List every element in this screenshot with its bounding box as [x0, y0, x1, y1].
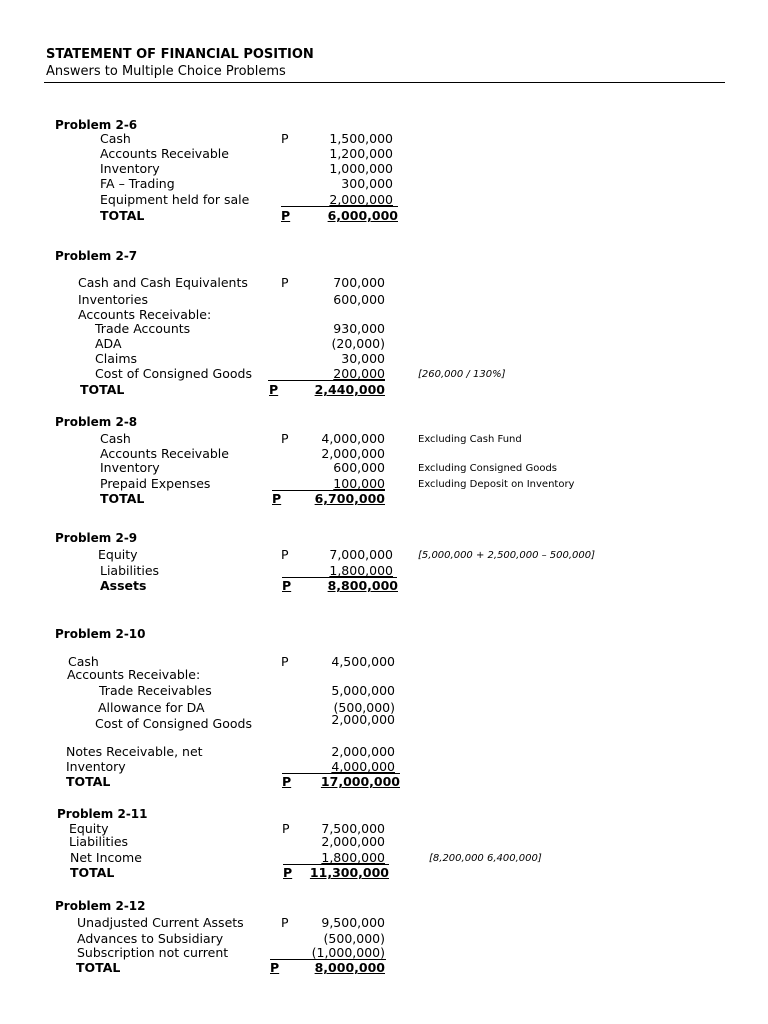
row-amount: 300,000 — [341, 176, 393, 191]
total-label: TOTAL — [70, 865, 115, 880]
row-amount: 4,500,000 — [331, 654, 395, 669]
row-amount: 5,000,000 — [331, 683, 395, 698]
peso-mark: P — [282, 774, 292, 789]
row-label: Net Income — [70, 850, 142, 865]
peso-mark: P — [281, 131, 289, 146]
peso-mark: P — [282, 578, 292, 593]
peso-mark: P — [281, 654, 289, 669]
total-label: TOTAL — [66, 774, 111, 789]
row-amount: (500,000) — [323, 931, 385, 946]
total-amount: 8,000,000 — [314, 960, 385, 975]
total-label: Assets — [100, 578, 147, 593]
row-label: Equity — [98, 547, 138, 562]
row-label: Cash — [100, 131, 131, 146]
row-label: Cash — [100, 431, 131, 446]
problem-title: Problem 2-6 — [55, 118, 138, 132]
row-amount: 2,000,000 — [331, 744, 395, 759]
row-label: Advances to Subsidiary — [77, 931, 224, 946]
peso-mark: P — [269, 382, 279, 397]
row-amount: 2,000,000 — [329, 192, 393, 207]
row-amount: 2,000,000 — [321, 834, 385, 849]
peso-mark: P — [272, 491, 282, 506]
row-label: Notes Receivable, net — [66, 744, 203, 759]
row-amount: 600,000 — [333, 460, 385, 475]
row-amount: 1,800,000 — [329, 563, 393, 578]
total-amount: 2,440,000 — [314, 382, 385, 397]
row-label: Accounts Receivable — [100, 146, 229, 161]
peso-mark: P — [282, 821, 290, 836]
row-note: [260,000 / 130%] — [418, 369, 506, 380]
row-amount: 1,200,000 — [329, 146, 393, 161]
row-label: Equipment held for sale — [100, 192, 250, 207]
row-label: Subscription not current — [77, 945, 229, 960]
peso-mark: P — [281, 915, 289, 930]
problem-title: Problem 2-10 — [55, 627, 146, 641]
header-divider — [44, 82, 725, 83]
total-amount: 11,300,000 — [309, 865, 389, 880]
total-label: TOTAL — [100, 491, 145, 506]
page-title: STATEMENT OF FINANCIAL POSITION — [46, 47, 314, 62]
problem-title: Problem 2-9 — [55, 531, 138, 545]
peso-mark: P — [283, 865, 293, 880]
row-label: Inventory — [100, 161, 160, 176]
row-label: Accounts Receivable: — [67, 667, 201, 682]
peso-mark: P — [281, 275, 289, 290]
total-amount: 6,700,000 — [314, 491, 385, 506]
row-amount: 930,000 — [333, 321, 385, 336]
row-label: Claims — [95, 351, 138, 366]
problem-title: Problem 2-11 — [57, 807, 148, 821]
row-label: Cash — [68, 654, 99, 669]
row-label: Prepaid Expenses — [100, 476, 211, 491]
row-amount: 600,000 — [333, 292, 385, 307]
row-note: Excluding Consigned Goods — [418, 463, 557, 474]
row-label: Cost of Consigned Goods — [95, 716, 252, 731]
total-amount: 17,000,000 — [320, 774, 400, 789]
row-label: Cost of Consigned Goods — [95, 366, 252, 381]
row-amount: 1,800,000 — [321, 850, 385, 865]
row-label: ADA — [95, 336, 122, 351]
row-note: Excluding Cash Fund — [418, 434, 522, 445]
peso-mark: P — [270, 960, 280, 975]
row-note: [5,000,000 + 2,500,000 – 500,000] — [418, 550, 596, 561]
row-label: FA – Trading — [100, 176, 175, 191]
row-amount: 7,500,000 — [321, 821, 385, 836]
page-subtitle: Answers to Multiple Choice Problems — [46, 64, 286, 79]
row-amount: 4,000,000 — [321, 431, 385, 446]
row-label: Accounts Receivable: — [78, 307, 212, 322]
row-amount: 1,000,000 — [329, 161, 393, 176]
total-label: TOTAL — [100, 208, 145, 223]
row-amount: 200,000 — [333, 366, 385, 381]
row-amount: 30,000 — [341, 351, 385, 366]
problem-title: Problem 2-8 — [55, 415, 138, 429]
row-amount: (20,000) — [331, 336, 385, 351]
row-label: Cash and Cash Equivalents — [78, 275, 248, 290]
row-label: Unadjusted Current Assets — [77, 915, 244, 930]
row-amount: 2,000,000 — [321, 446, 385, 461]
row-amount: 100,000 — [333, 476, 385, 491]
row-note: [8,200,000 6,400,000] — [429, 853, 542, 864]
row-label: Liabilities — [69, 834, 129, 849]
problem-title: Problem 2-7 — [55, 249, 138, 263]
peso-mark: P — [281, 547, 289, 562]
total-label: TOTAL — [80, 382, 125, 397]
row-amount: 9,500,000 — [321, 915, 385, 930]
total-amount: 8,800,000 — [327, 578, 398, 593]
row-label: Trade Receivables — [99, 683, 212, 698]
row-amount: (1,000,000) — [311, 945, 385, 960]
problem-title: Problem 2-12 — [55, 899, 146, 913]
row-label: Inventory — [66, 759, 126, 774]
row-amount: (500,000) — [333, 700, 395, 715]
row-amount: 2,000,000 — [331, 712, 395, 727]
row-label: Equity — [69, 821, 109, 836]
total-label: TOTAL — [76, 960, 121, 975]
peso-mark: P — [281, 208, 291, 223]
row-amount: 4,000,000 — [331, 759, 395, 774]
row-amount: 1,500,000 — [329, 131, 393, 146]
peso-mark: P — [281, 431, 289, 446]
row-amount: 7,000,000 — [329, 547, 393, 562]
row-label: Liabilities — [100, 563, 160, 578]
row-label: Allowance for DA — [98, 700, 205, 715]
total-amount: 6,000,000 — [327, 208, 398, 223]
row-label: Trade Accounts — [95, 321, 191, 336]
row-note: Excluding Deposit on Inventory — [418, 479, 575, 490]
row-label: Accounts Receivable — [100, 446, 229, 461]
row-label: Inventories — [78, 292, 148, 307]
row-amount: 700,000 — [333, 275, 385, 290]
row-label: Inventory — [100, 460, 160, 475]
